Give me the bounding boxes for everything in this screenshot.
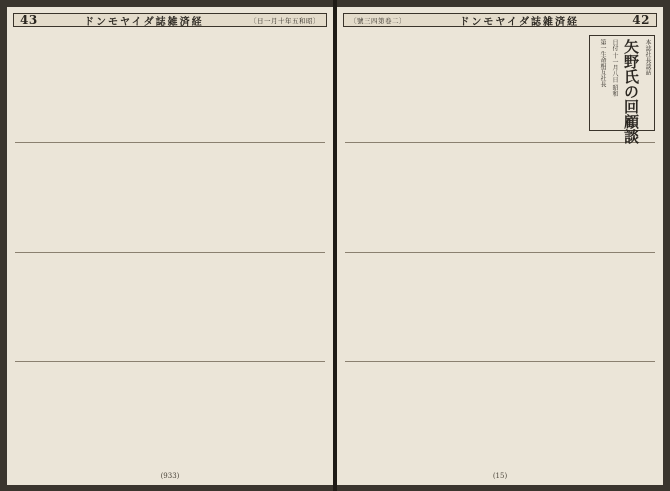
right-page [337,7,663,485]
byline-line: 第一生命相互社長 [599,39,606,87]
text-band [345,361,655,467]
text-band [15,142,325,248]
section-label: 本誌社長談話 [644,39,651,75]
left-text-body [15,33,325,467]
text-band [15,252,325,358]
page-number: 42 [632,13,650,27]
article-title: 矢野氏の回顧談 [622,39,640,144]
masthead: ドンモヤイダ誌雑済経 [84,16,204,28]
text-band [345,142,655,248]
left-header [13,13,327,27]
issue-date: 〔號三四第卷二〕 [350,16,406,25]
page-number: 43 [20,13,38,27]
right-header [343,13,657,27]
text-band [345,252,655,358]
text-band [15,33,325,138]
folio: (15) [492,472,508,480]
text-band [15,361,325,467]
left-page [7,7,333,485]
folio: (933) [160,472,180,480]
byline-line: 日付 十一月八日 昭和 [611,39,618,97]
issue-date: 〔日一月十年五和昭〕 [250,16,320,25]
article-title-box [589,35,655,144]
masthead: ドンモヤイダ誌雑済経 [459,16,579,28]
